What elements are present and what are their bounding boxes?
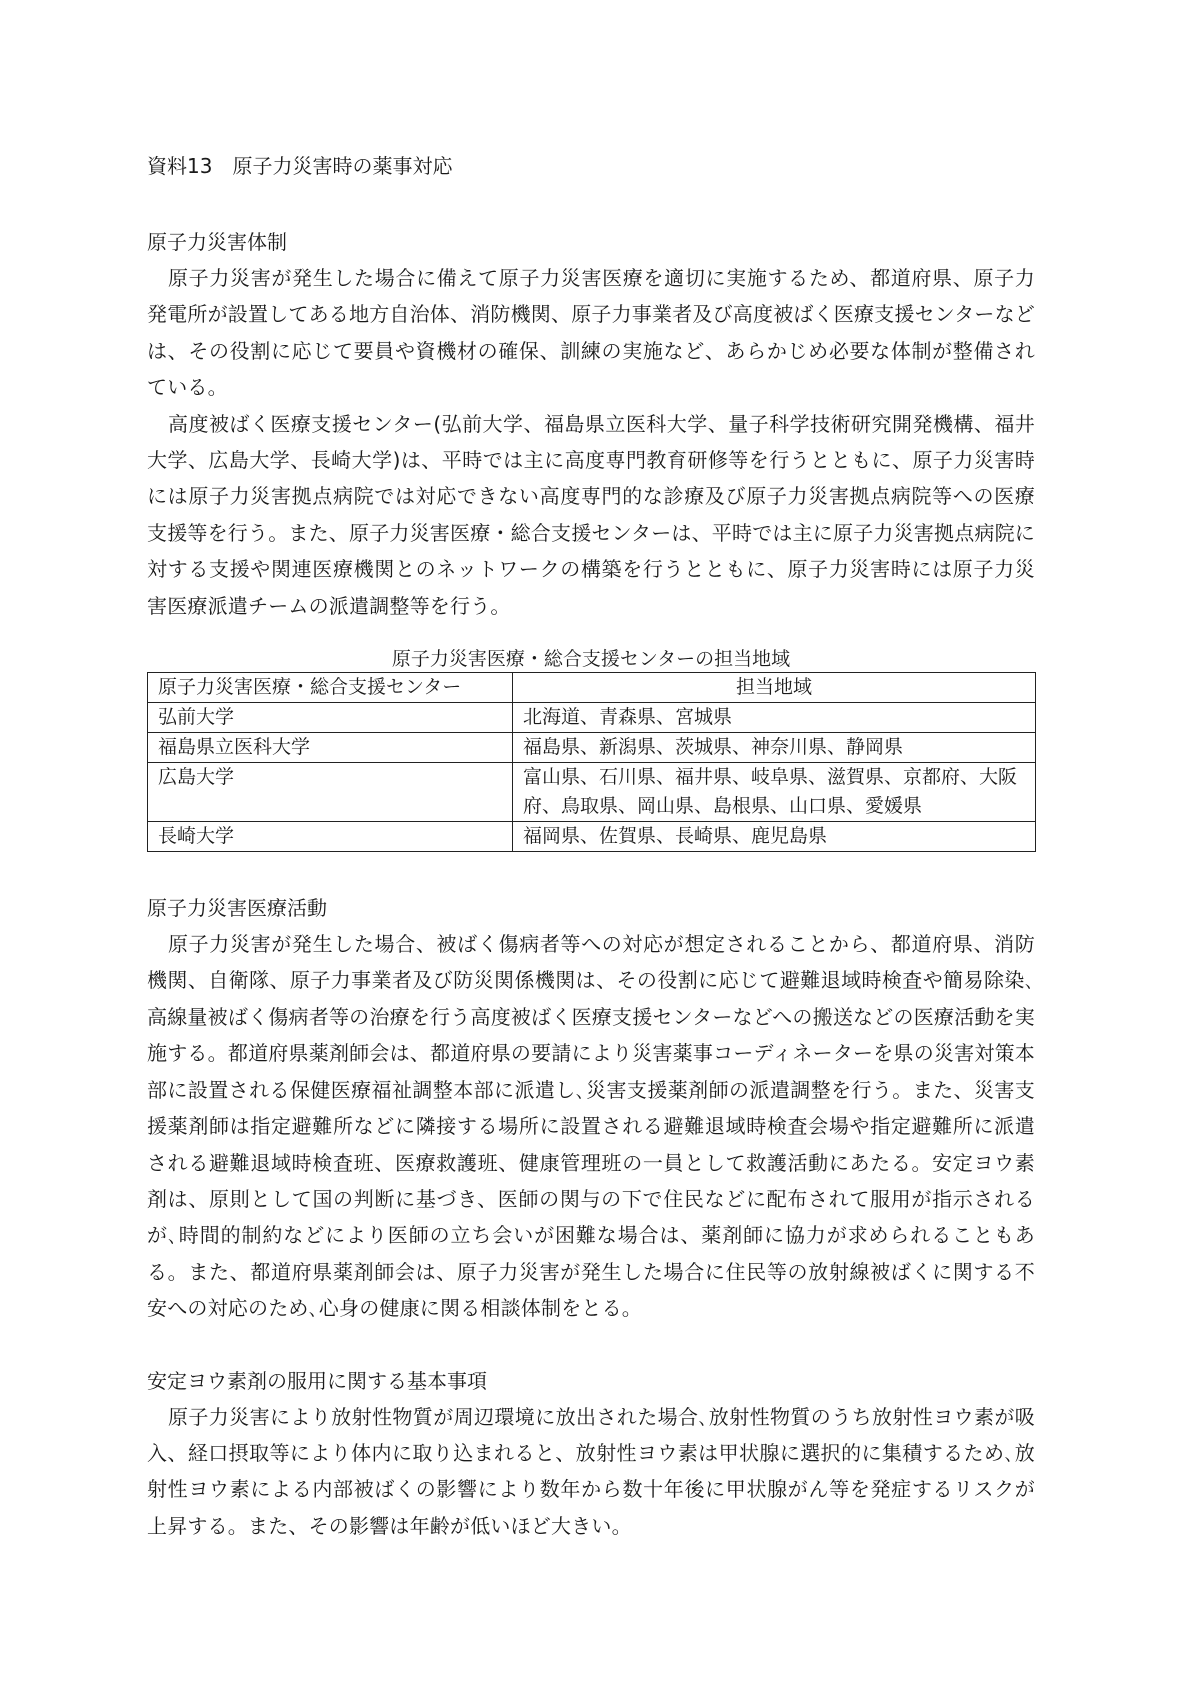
center-cell: 弘前大学 bbox=[148, 703, 513, 733]
section-heading: 原子力災害医療活動 bbox=[147, 896, 327, 921]
table-header-center: 原子力災害医療・総合支援センター bbox=[148, 673, 513, 703]
section-heading: 原子力災害体制 bbox=[147, 230, 287, 254]
table-row bbox=[148, 763, 1036, 822]
area-cell: 北海道、青森県、宮城県 bbox=[513, 703, 1036, 733]
table-row bbox=[148, 703, 1036, 733]
section-system bbox=[147, 224, 1035, 624]
center-cell: 福島県立医科大学 bbox=[148, 733, 513, 763]
table-header-area: 担当地域 bbox=[513, 673, 1036, 703]
table-header-row bbox=[148, 673, 1036, 703]
table-section bbox=[147, 646, 1035, 852]
table-caption: 原子力災害医療・総合支援センターの担当地域 bbox=[391, 648, 791, 671]
section-activities bbox=[147, 890, 1035, 1326]
center-cell: 広島大学 bbox=[148, 763, 513, 822]
center-cell: 長崎大学 bbox=[148, 822, 513, 852]
table-row bbox=[148, 822, 1036, 852]
paragraph: 原子力災害により放射性物質が周辺環境に放出された場合､放射性物質のうち放射性ヨウ素が吸入、経口摂取等により体内に取り込まれると、放射性ヨウ素は甲状腺に選択的に集積するため､放射性ヨウ素による内部被ばくの影響により数年から数十年後に甲状腺がん等を発症するリスクが上昇する。また、その影響は年齢が低いほど大きい。 bbox=[147, 1404, 1035, 1538]
table-row bbox=[148, 733, 1036, 763]
paragraph: 高度被ばく医療支援センター(弘前大学、福島県立医科大学、量子科学技術研究開発機構、福井大学、広島大学、長崎大学)は、平時では主に高度専門教育研修等を行うとともに、原子力災害時には原子力災害拠点病院では対応できない高度専門的な診療及び原子力災害拠点病院等への医療支援等を行う。また、原子力災害医療・総合支援センターは、平時では主に原子力災害拠点病院に対する支援や関連医療機関とのネットワークの構築を行うとともに、原子力災害時には原子力災害医療派遣チームの派遣調整等を行う。 bbox=[147, 411, 1035, 618]
document-title: 資料13 原子力災害時の薬事対応 bbox=[147, 154, 453, 178]
center-area-table bbox=[147, 672, 1036, 852]
paragraph: 原子力災害が発生した場合、被ばく傷病者等への対応が想定されることから、都道府県、消防機関、自衛隊、原子力事業者及び防災関係機関は、その役割に応じて避難退域時検査や簡易除染､高線量被ばく傷病者等の治療を行う高度被ばく医療支援センターなどへの搬送などの医療活動を実施する。都道府県薬剤師会は、都道府県の要請により災害薬事コーディネーターを県の災害対策本部に設置される保健医療福祉調整本部に派遣し､災害支援薬剤師の派遣調整を行う。また、災害支援薬剤師は指定避難所などに隣接する場所に設置される避難退域時検査会場や指定避難所に派遣される避難退域時検査班、医療救護班、健康管理班の一員として救護活動にあたる。安定ヨウ素剤は、原則として国の判断に基づき、医師の関与の下で住民などに配布されて服用が指示されるが､時間的制約などにより医師の立ち会いが困難な場合は、薬剤師に協力が求められることもある。また、都道府県薬剤師会は、原子力災害が発生した場合に住民等の放射線被ばくに関する不安への対応のため､心身の健康に関る相談体制をとる。 bbox=[147, 932, 1035, 1321]
area-cell: 福島県、新潟県、茨城県、神奈川県、静岡県 bbox=[513, 733, 1036, 763]
area-cell: 富山県、石川県、福井県、岐阜県、滋賀県、京都府、大阪府、鳥取県、岡山県、島根県、山口県、愛媛県 bbox=[513, 763, 1036, 822]
section-iodine bbox=[147, 1363, 1035, 1545]
document-page bbox=[147, 148, 1035, 1544]
section-heading: 安定ヨウ素剤の服用に関する基本事項 bbox=[147, 1368, 487, 1393]
area-cell: 福岡県、佐賀県、長崎県、鹿児島県 bbox=[513, 822, 1036, 852]
paragraph: 原子力災害が発生した場合に備えて原子力災害医療を適切に実施するため、都道府県、原子力発電所が設置してある地方自治体、消防機関、原子力事業者及び高度被ばく医療支援センターなどは、その役割に応じて要員や資機材の確保、訓練の実施など、あらかじめ必要な体制が整備されている。 bbox=[147, 266, 1035, 400]
